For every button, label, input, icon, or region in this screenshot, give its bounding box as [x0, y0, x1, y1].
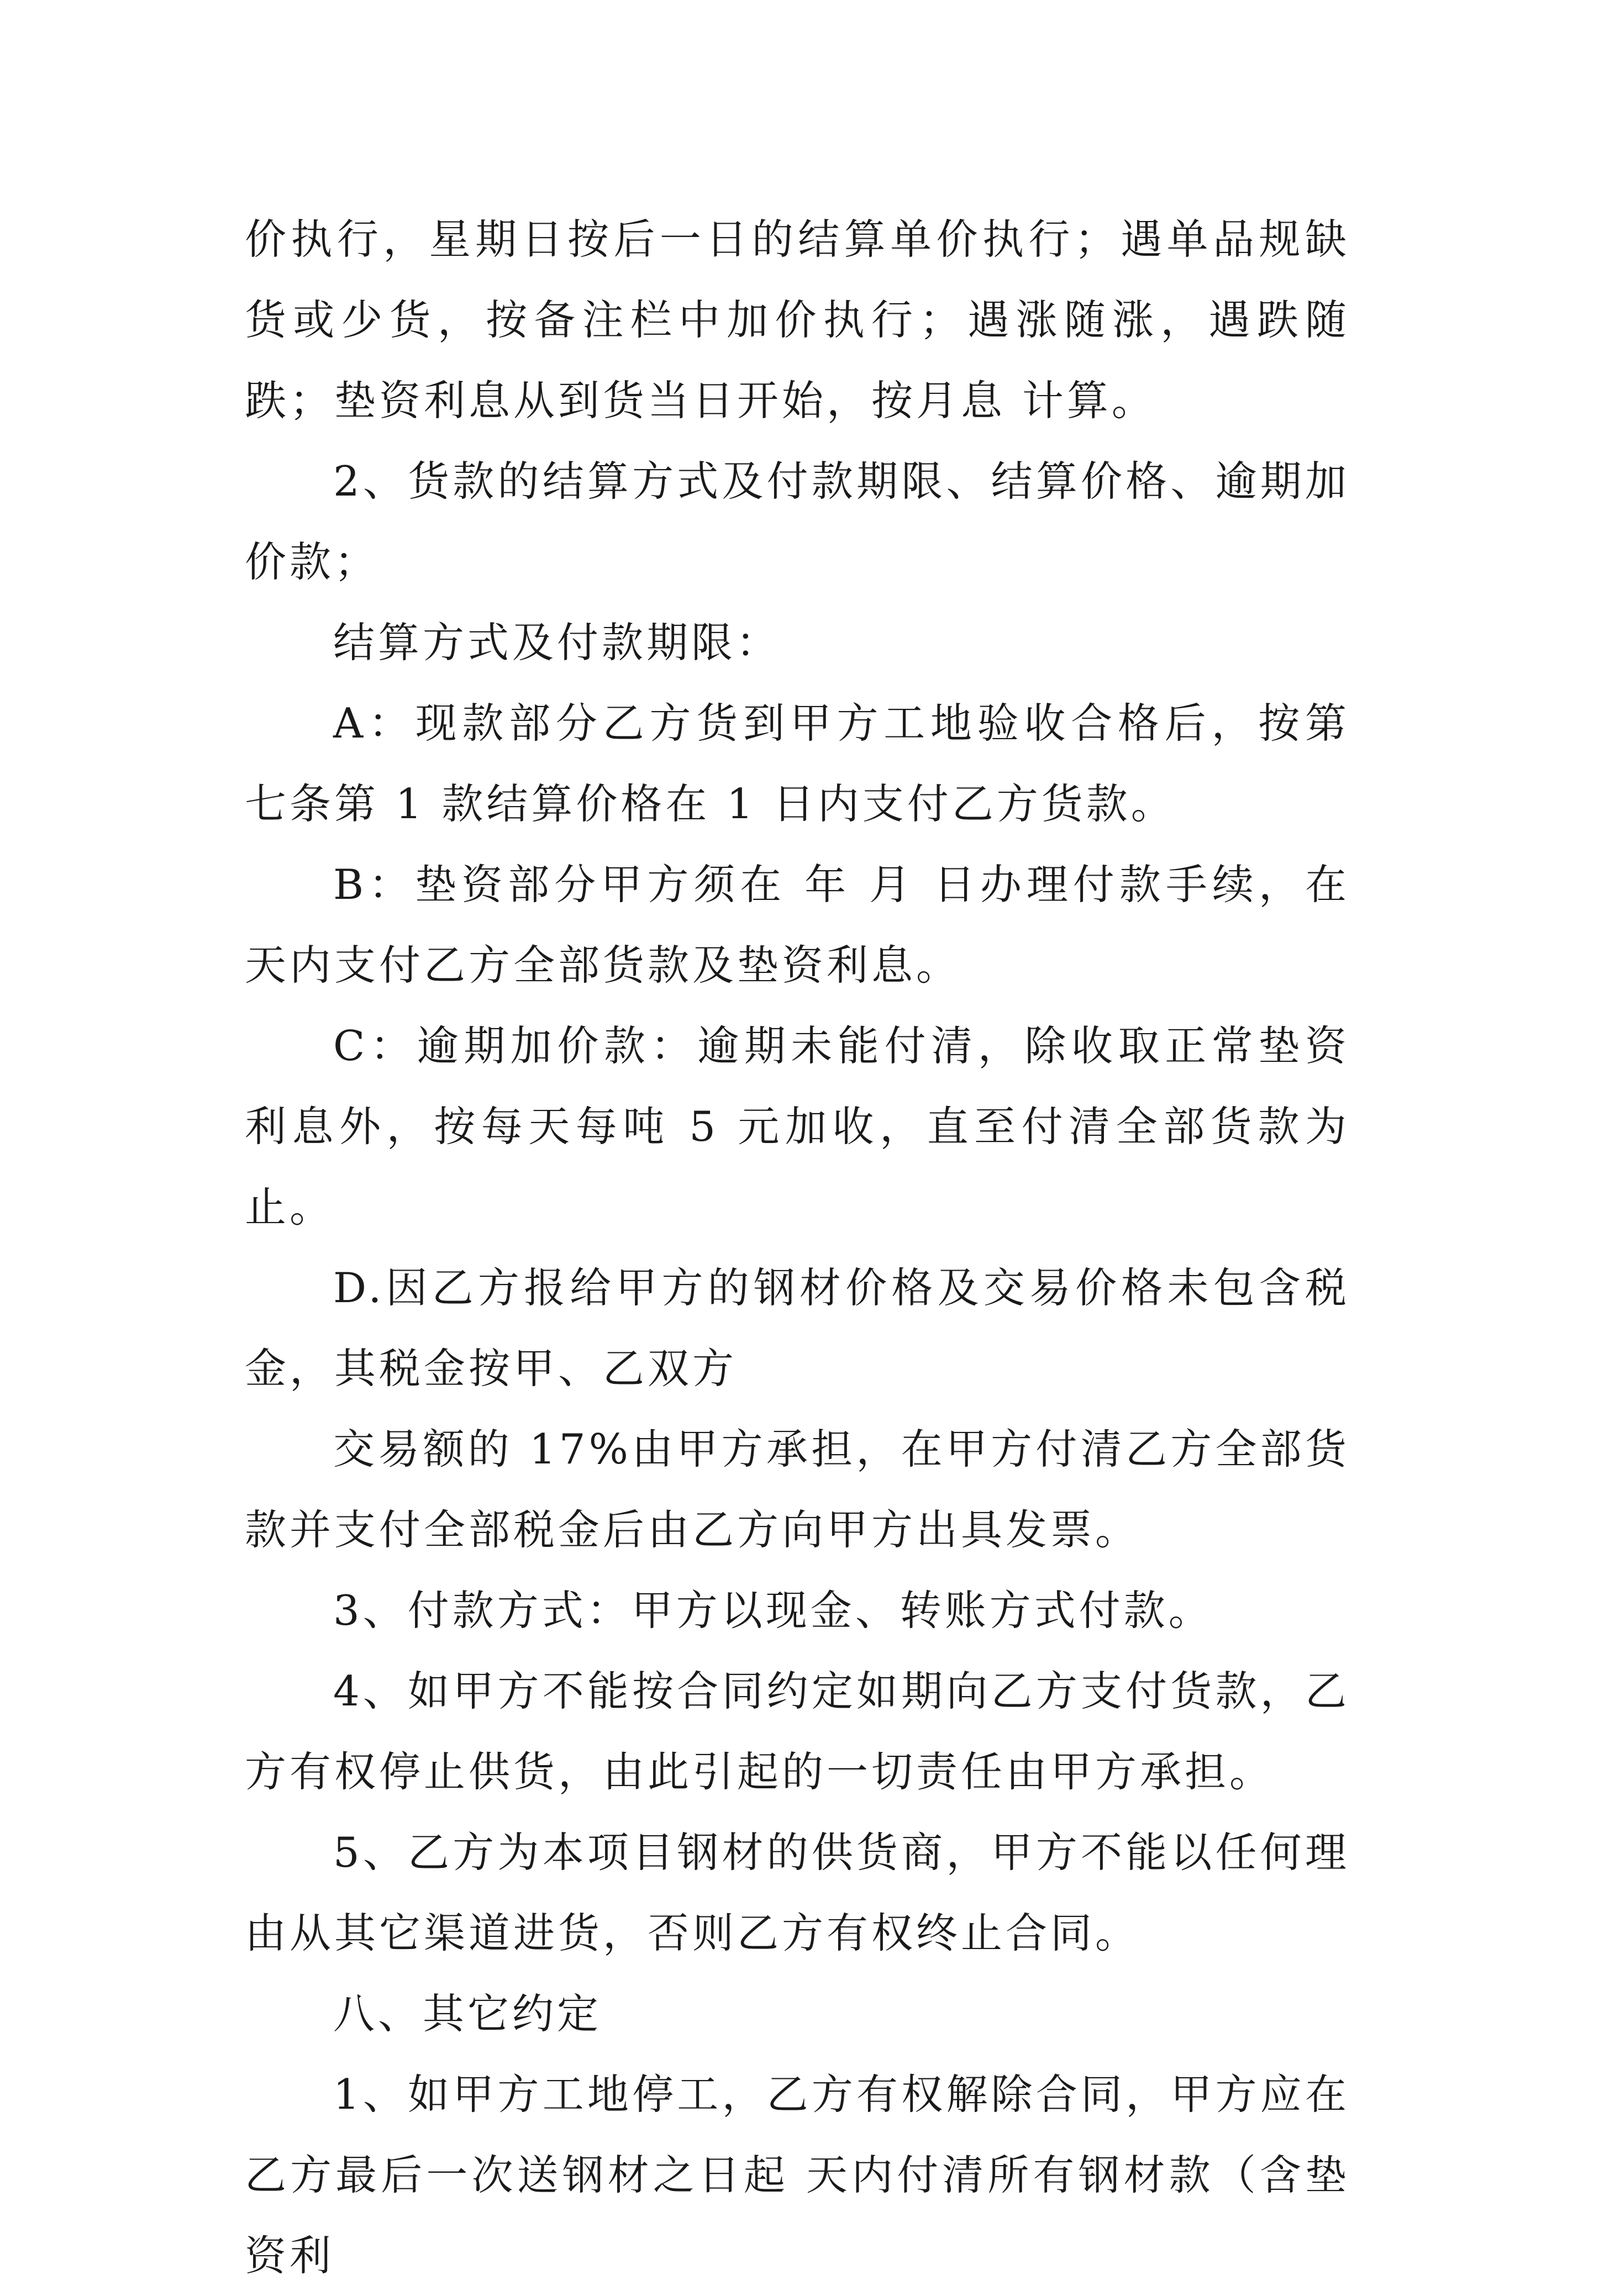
paragraph-clause-c: C：逾期加价款：逾期未能付清，除收取正常垫资利息外，按每天每吨 5 元加收，直至付清全部货款为止。: [245, 1021, 1350, 1231]
paragraph-payment-method: 3、付款方式：甲方以现金、转账方式付款。: [333, 1586, 1213, 1635]
document-body: [245, 199, 1350, 2296]
paragraph-clause-a: A：现款部分乙方货到甲方工地验收合格后，按第七条第 1 款结算价格在 1 日内支付乙方货款。: [245, 699, 1350, 828]
paragraph-settlement-heading: 2、货款的结算方式及付款期限、结算价格、逾期加价款；: [245, 457, 1350, 586]
paragraph-tax-invoice: 交易额的 17%由甲方承担，在甲方付清乙方全部货款并支付全部税金后由乙方向甲方出具发票。: [245, 1425, 1350, 1554]
paragraph-exclusive-supplier: 5、乙方为本项目钢材的供货商，甲方不能以任何理由从其它渠道进货，否则乙方有权终止合同。: [245, 1828, 1350, 1957]
paragraph-site-shutdown: 1、如甲方工地停工，乙方有权解除合同，甲方应在乙方最后一次送钢材之日起 天内付清所有钢材款（含垫资利: [245, 2070, 1350, 2280]
paragraph-settlement-method: 结算方式及付款期限：: [333, 618, 781, 667]
paragraph-stop-supply: 4、如甲方不能按合同约定如期向乙方支付货款，乙方有权停止供货，由此引起的一切责任由甲方承担。: [245, 1667, 1350, 1796]
paragraph-price-execution: 价执行，星期日按后一日的结算单价执行；遇单品规缺货或少货，按备注栏中加价执行；遇涨随涨，遇跌随跌；垫资利息从到货当日开始，按月息 计算。: [245, 215, 1350, 425]
section-heading-other-terms: 八、其它约定: [333, 1989, 602, 2038]
paragraph-clause-d: D.因乙方报给甲方的钢材价格及交易价格未包含税金，其税金按甲、乙双方: [245, 1263, 1350, 1393]
paragraph-clause-b: B：垫资部分甲方须在 年 月 日办理付款手续，在 天内支付乙方全部货款及垫资利息。: [245, 860, 1350, 989]
